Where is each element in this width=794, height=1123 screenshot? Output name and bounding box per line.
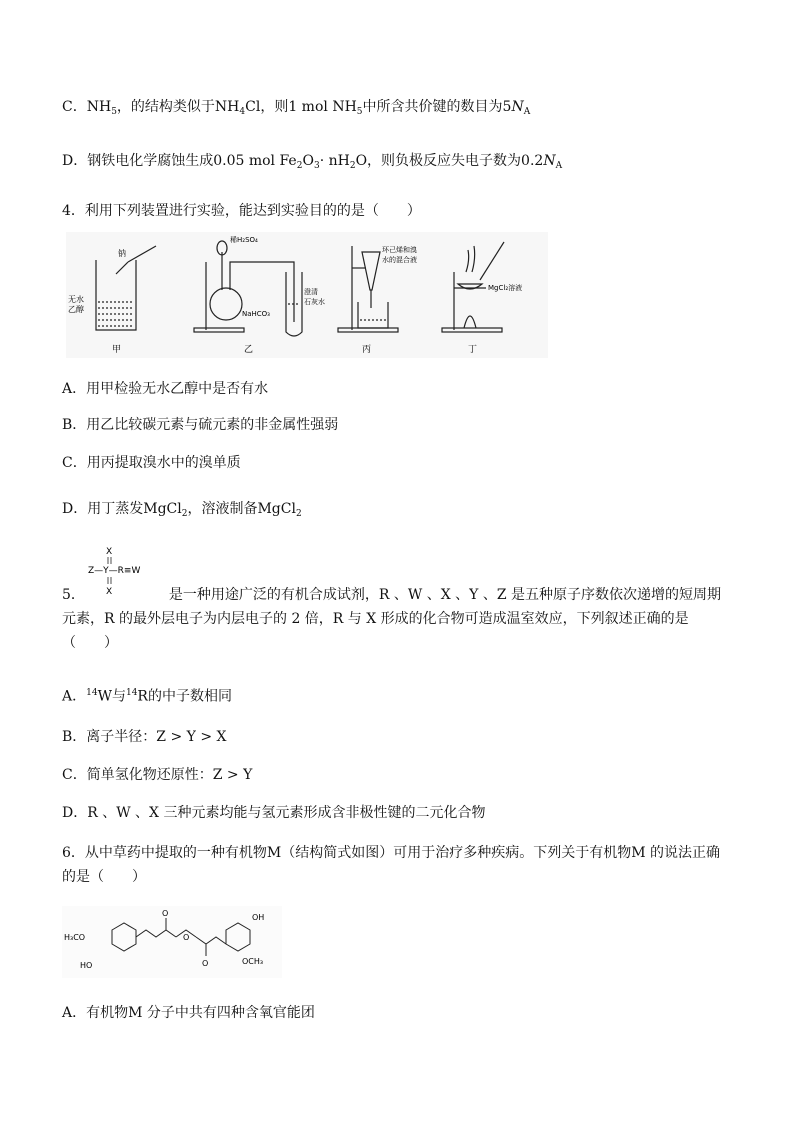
q5-stem-line1 — [62, 584, 721, 606]
q3-option-d — [62, 150, 562, 177]
q4-option-d — [62, 498, 302, 525]
structure-main-chain: Z—Y—R≡W — [88, 566, 141, 576]
formula-text: · nH — [319, 153, 350, 169]
option-text: O，则负极反应失电子数为0.2 — [355, 153, 544, 169]
q6-option-a: A．有机物M 分子中共有四种含氧官能团 — [62, 1005, 315, 1021]
avogadro-symbol: N — [543, 153, 556, 169]
q4-option-a: A．用甲检验无水乙醇中是否有水 — [62, 381, 269, 397]
q3-option-c — [62, 96, 530, 123]
subscript: A — [555, 161, 563, 171]
label-mix-1: 环己烯和溴 — [382, 246, 417, 254]
label-mgcl2: MgCl₂溶液 — [488, 284, 523, 292]
q4-option-b: B．用乙比较碳元素与硫元素的非金属性强弱 — [62, 417, 339, 433]
q5-option-a — [62, 682, 232, 708]
label-lime-1: 澄清 — [304, 288, 318, 296]
label-ethanol-2: 乙醇 — [68, 305, 84, 314]
subscript: 2 — [296, 161, 303, 171]
subscript: 2 — [295, 509, 302, 519]
option-label: C． — [62, 99, 87, 115]
question-number: 5． — [62, 587, 85, 603]
option-text: D．用丁蒸发 — [62, 501, 144, 517]
avogadro-symbol: N — [511, 99, 524, 115]
label-ethanol-1: 无水 — [68, 295, 84, 304]
label-nahco3: NaHCO₃ — [242, 310, 270, 318]
atom-x-top: X — [106, 547, 113, 557]
label-lime-2: 石灰水 — [304, 298, 325, 306]
q5-option-c: C．简单氢化物还原性：Z > Y — [62, 767, 253, 783]
formula-text: Cl — [245, 99, 261, 115]
number: 5 — [502, 99, 512, 115]
q4-option-c: C．用丙提取溴水中的溴单质 — [62, 455, 241, 471]
subscript: 4 — [239, 107, 246, 117]
caption-ding: 丁 — [468, 345, 478, 355]
formula-text: O — [302, 153, 314, 169]
group-och3: OCH₃ — [242, 957, 264, 966]
q5-stem-line2: 元素，R 的最外层电子为内层电子的 2 倍，R 与 X 形成的化合物可造成温室效应，下列叙述正确的是 — [62, 611, 689, 627]
option-text: R的中子数相同 — [137, 688, 232, 705]
atom-x-bottom: X — [106, 587, 113, 597]
atom-o1: O — [162, 909, 169, 918]
caption-bing: 丙 — [362, 345, 372, 355]
subscript: 2 — [349, 161, 356, 171]
formula-text: NH — [214, 99, 240, 115]
option-text: 中所含共价键的数目为 — [362, 99, 503, 115]
q5-option-b: B．离子半径：Z > Y > X — [62, 729, 227, 745]
formula-text: MgCl — [257, 501, 296, 517]
formula-text: MgCl — [143, 501, 182, 517]
label-mix-2: 水的混合液 — [382, 256, 417, 264]
q6-structure-figure — [62, 906, 282, 978]
group-left-oh: HO — [80, 961, 93, 970]
group-h3co: H₃CO — [64, 933, 86, 942]
option-text: W与 — [97, 688, 126, 705]
q6-stem-line1: 6．从中草药中提取的一种有机物M（结构简式如图）可用于治疗多种疾病。下列关于有机物M 的说法正确 — [62, 845, 721, 861]
formula-text: NH — [86, 99, 112, 115]
superscript: 14 — [86, 688, 98, 698]
atom-o3: O — [202, 959, 209, 968]
label-acid: 稀H₂SO₄ — [230, 236, 258, 244]
q5-stem-line3: （ ） — [62, 635, 118, 651]
q4-apparatus-figure — [66, 232, 548, 358]
option-text: ，则1 mol NH — [260, 99, 357, 115]
subscript: 5 — [111, 107, 117, 117]
option-label: D． — [62, 153, 88, 169]
superscript: 14 — [125, 688, 138, 698]
option-label: A． — [62, 688, 87, 705]
q5-option-d: D．R 、W 、X 三种元素均能与氢元素形成含非极性键的二元化合物 — [62, 805, 486, 821]
option-text: ，溶液制备 — [187, 501, 258, 517]
subscript: A — [523, 107, 531, 117]
subscript: 2 — [181, 509, 188, 519]
subscript: 5 — [356, 107, 363, 117]
subscript: 3 — [313, 161, 320, 171]
group-right-oh: OH — [252, 913, 265, 922]
q6-stem-line2: 的是（ ） — [62, 869, 146, 885]
option-text: 钢铁电化学腐蚀生成0.05 mol Fe — [87, 153, 297, 169]
stem-text: 是一种用途广泛的有机合成试剂，R 、W 、X 、Y 、Z 是五种原子序数依次递增的短周期 — [168, 587, 722, 603]
label-sodium: 钠 — [118, 249, 126, 258]
q4-stem: 4．利用下列装置进行实验，能达到实验目的的是（ ） — [62, 203, 421, 219]
option-text: ，的结构类似于 — [116, 99, 215, 115]
figure-background — [62, 906, 282, 978]
atom-o2: O — [183, 933, 190, 942]
caption-jia: 甲 — [112, 345, 122, 355]
caption-yi: 乙 — [244, 345, 254, 355]
